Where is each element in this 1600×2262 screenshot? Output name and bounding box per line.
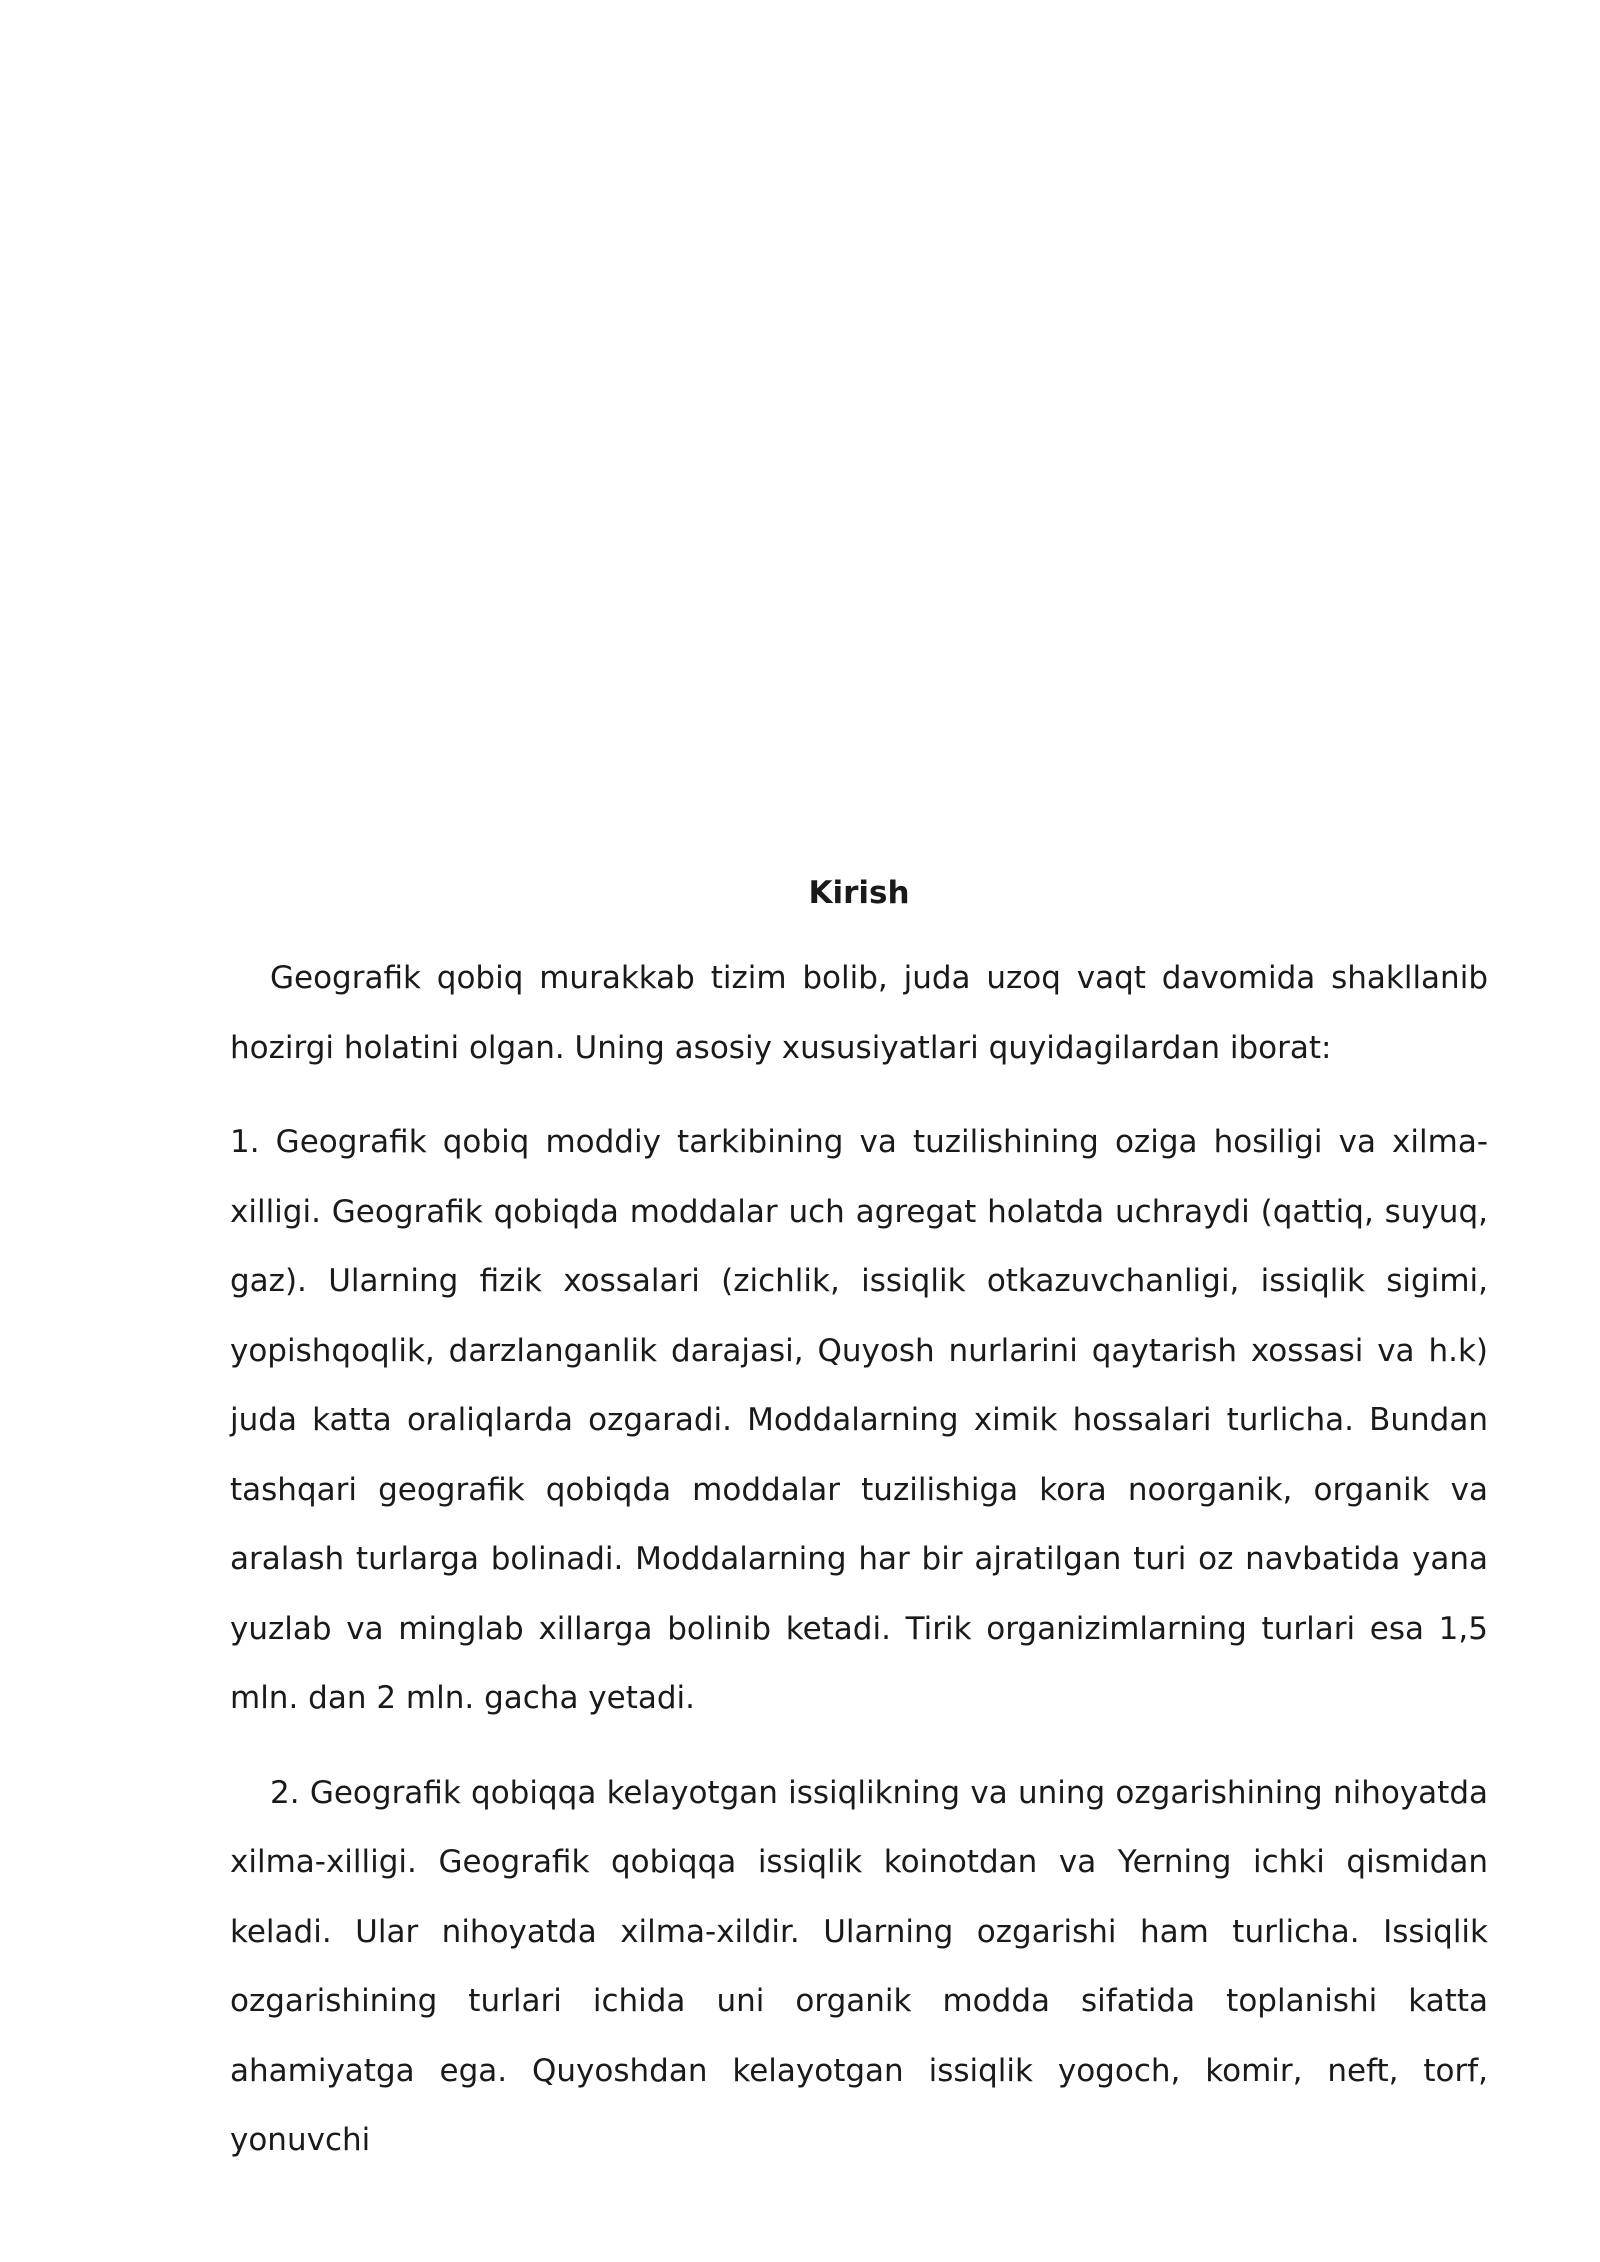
section-title: Kirish [808, 875, 910, 911]
paragraph-intro: Geografik qobiq murakkab tizim bolib, juda uzoq vaqt davomida shakllanib hozirgi holatini olgan. Uning asosiy xususiyatlari quyidagilardan iborat: [230, 960, 1488, 1066]
paragraph-point-1: 1. Geografik qobiq moddiy tarkibining va tuzilishining oziga hosiligi va xilma-xilligi. Geografik qobiqda moddalar uch agregat holatda uchraydi (qattiq, suyuq, gaz). Ularning fizik xossalari (zichlik, issiqlik otkazuvchanligi, issiqlik sigimi, yopishqoqlik, darzlanganlik darajasi, Quyosh nurlarini qaytarish xossasi va h.k) juda katta oraliqlarda ozgaradi. Moddalarning ximik hossalari turlicha. Bundan tashqari geografik qobiqda moddalar tuzilishiga kora noorganik, organik va aralash turlarga bolinadi. Moddalarning har bir ajratilgan turi oz navbatida yana yuzlab va minglab xillarga bolinib ketadi. Tirik organizimlarning turlari esa 1,5 mln. dan 2 mln. gacha yetadi. [230, 1124, 1488, 1716]
document-body [230, 868, 1488, 2176]
paragraph-point-2: 2. Geografik qobiqqa kelayotgan issiqlikning va uning ozgarishining nihoyatda xilma-xilligi. Geografik qobiqqa issiqlik koinotdan va Yerning ichki qismidan keladi. Ular nihoyatda xilma-xildir. Ularning ozgarishi ham turlicha. Issiqlik ozgarishining turlari ichida uni organik modda sifatida toplanishi katta ahamiyatga ega. Quyoshdan kelayotgan issiqlik yogoch, komir, neft, torf, yonuvchi [230, 1774, 1488, 2158]
